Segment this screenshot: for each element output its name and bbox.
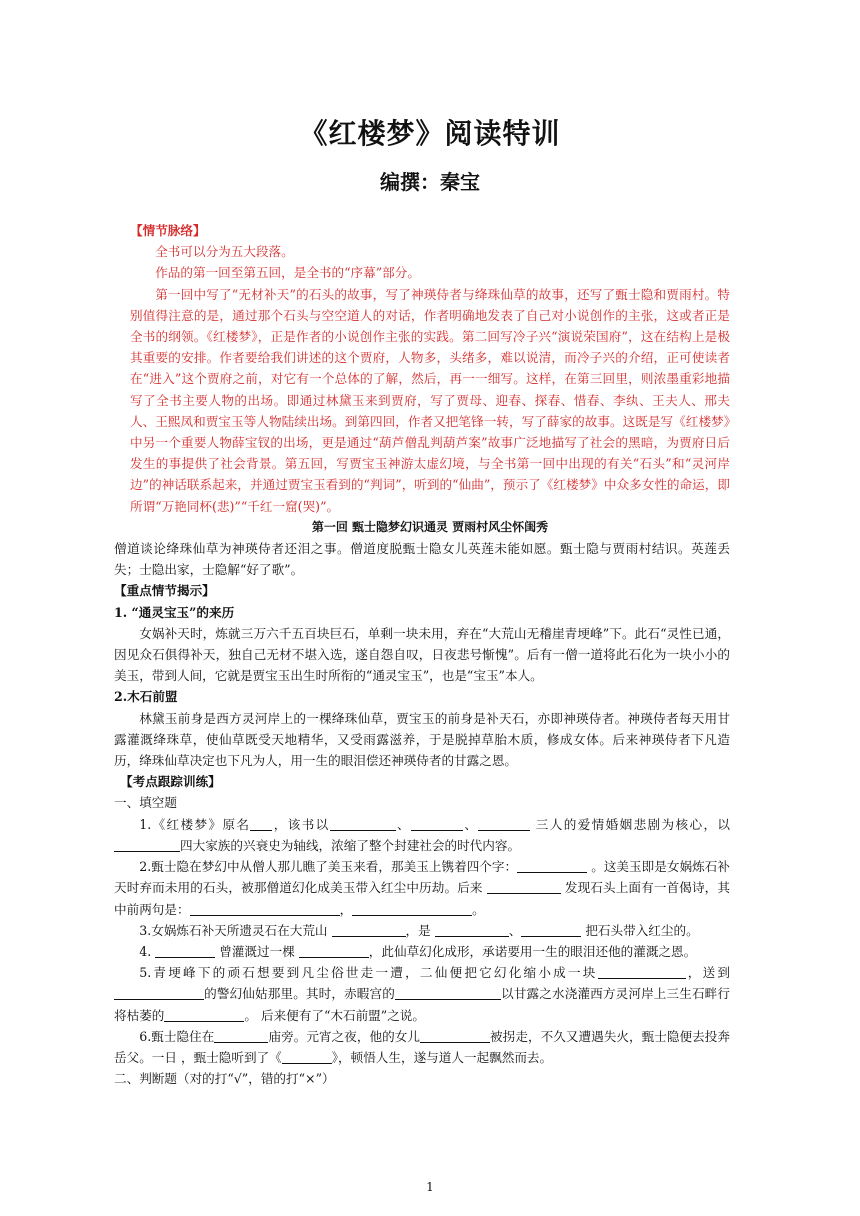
question-4: 4. 曾灌溉过一棵 ，此仙草幻化成形，承诺要用一生的眼泪还他的灌溉之恩。 — [139, 943, 697, 959]
question-2: 2.甄士隐在梦幻中从僧人那儿瞧了美玉来看，那美玉上镌着四个字： 。这美玉即是女娲炼石补天时弃而未用的石头，被那僧道幻化成美玉带入红尘中历劫。后来 发现石头上面有一首偈诗，其中前两句是： ， 。 — [114, 859, 730, 917]
answer-blank[interactable] — [214, 1028, 268, 1043]
document-body — [114, 220, 731, 1089]
answer-blank[interactable] — [420, 1028, 490, 1043]
answer-blank[interactable] — [114, 985, 204, 1000]
answer-blank[interactable] — [155, 943, 215, 958]
answer-blank[interactable] — [332, 922, 406, 937]
answer-blank[interactable] — [517, 858, 587, 873]
chapter-summary: 僧道谈论绛珠仙草为神瑛侍者还泪之事。僧道度脱甄士隐女儿英莲未能如愿。甄士隐与贾雨村结识。英莲丢失；士隐出家，士隐解“好了歌”。 — [114, 541, 730, 578]
answer-blank[interactable] — [395, 985, 501, 1000]
plot-paragraph: 作品的第一回至第五回，是全书的“序幕”部分。 — [155, 265, 420, 281]
section-title: 一、填空题 — [114, 795, 177, 811]
answer-blank[interactable] — [435, 922, 509, 937]
answer-blank[interactable] — [164, 1007, 244, 1022]
answer-blank[interactable] — [478, 816, 530, 831]
document-title: 《红楼梦》阅读特训 — [299, 117, 561, 150]
key-heading: 【重点情节揭示】 — [114, 583, 215, 599]
answer-blank[interactable] — [411, 816, 463, 831]
answer-blank[interactable] — [598, 964, 686, 979]
answer-blank[interactable] — [352, 901, 472, 916]
answer-blank[interactable] — [250, 816, 272, 831]
exercise-heading: 【考点跟踪训练】 — [120, 774, 221, 790]
question-1: 1.《红楼梦》原名 ，该书以 、 、 三人的爱情婚姻悲剧为核心，以 四大家族的兴衰史为轴线，浓缩了整个封建社会的时代内容。 — [114, 814, 730, 856]
answer-blank[interactable] — [282, 1049, 332, 1064]
question-3: 3.女娲炼石补天所遗灵石在大荒山 ，是 、 把石头带入红尘的。 — [139, 922, 699, 938]
plot-paragraph: 第一回中写了“无材补天”的石头的故事，写了神瑛侍者与绛珠仙草的故事，还写了甄士隐和贾雨村。特别值得注意的是，通过那个石头与空空道人的对话，作者明确地发表了自己对小说创作的主张，这或者正是全书的纲领。《红楼梦》，正是作者的小说创作主张的实践。第二回写冷子兴“演说荣国府”，这在结构上是极其重要的安排。作者要给我们讲述的这个贾府，人物多，头绪多，难以说清，而冷子兴的介绍，正可使读者在“进入”这个贾府之前，对它有一个总体的了解，然后，再一一细写。这样，在第三回里，则浓墨重彩地描写了全书主要人物的出场。即通过林黛玉来到贾府，写了贾母、迎春、探春、惜春、李纨、王夫人、邢夫人、王熙凤和贾宝玉等人物陆续出场。到第四回，作者又把笔锋一转，写了薛家的故事。这既是写《红楼梦》中另一个重要人物薛宝钗的出场，更是通过“葫芦僧乱判葫芦案”故事广泛地描写了社会的黑暗，为贾府日后发生的事提供了社会背景。第五回，写贾宝玉神游太虚幻境，与全书第一回中出现的有关“石头”和“灵河岸边”的神话联系起来，并通过贾宝玉看到的“判词”，听到的“仙曲”，预示了《红楼梦》中众多女性的命运，即所谓“万艳同杯(悲)”“千红一窟(哭)”。 — [130, 286, 730, 514]
answer-blank[interactable] — [521, 922, 581, 937]
plot-paragraph: 全书可以分为五大段落。 — [155, 244, 294, 260]
plot-heading: 【情节脉络】 — [130, 223, 206, 238]
key-paragraph: 林黛玉前身是西方灵河岸上的一棵绛珠仙草，贾宝玉的前身是补天石，亦即神瑛侍者。神瑛侍者每天用甘露灌溉绛珠草，使仙草既受天地精华，又受雨露滋养，于是脱掉草胎木质，修成女体。后来神瑛侍者下凡造历，绛珠仙草决定也下凡为人，用一生的眼泪偿还神瑛侍者的甘露之恩。 — [114, 710, 730, 769]
page-number: 1 — [426, 1180, 434, 1194]
chapter-heading: 第一回 甄士隐梦幻识通灵 贾雨村风尘怀闺秀 — [311, 519, 549, 534]
answer-blank[interactable] — [330, 816, 396, 831]
question-6: 6.甄士隐住在 庙旁。元宵之夜，他的女儿 被拐走，不久又遭遇失火，甄士隐便去投奔岳父。一日 ，甄士隐听到了《 》，顿悟人生，遂与道人一起飘然而去。 — [114, 1028, 731, 1065]
answer-blank[interactable] — [190, 901, 340, 916]
key-subheading: 1. “通灵宝玉”的来历 — [114, 604, 235, 620]
document-author: 编撰：秦宝 — [380, 170, 480, 194]
question-5: 5.青埂峰下的顽石想要到凡尘俗世走一遭，二仙便把它幻化缩小成一块 ，送到的警幻仙姑那里。其时，赤暇宫的 以甘露之水浇灌西方灵河岸上三生石畔行将枯萎的 。 后来便有了“木石前盟”之说。 — [114, 965, 731, 1023]
section-title: 二、判断题（对的打“√”，错的打“×”） — [114, 1071, 335, 1087]
answer-blank[interactable] — [487, 879, 561, 894]
key-subheading: 2.木石前盟 — [114, 689, 178, 705]
answer-blank[interactable] — [114, 837, 180, 852]
key-paragraph: 女娲补天时，炼就三万六千五百块巨石，单剩一块未用，弃在“大荒山无稽崖青埂峰”下。此石“灵性已通，因见众石俱得补天，独自己无材不堪入选，遂自怨自叹，日夜悲号惭愧”。后有一僧一道将此石化为一块小小的美玉，带到人间，它就是贾宝玉出生时所衔的“通灵宝玉”，也是“宝玉”本人。 — [114, 625, 730, 684]
answer-blank[interactable] — [299, 943, 369, 958]
